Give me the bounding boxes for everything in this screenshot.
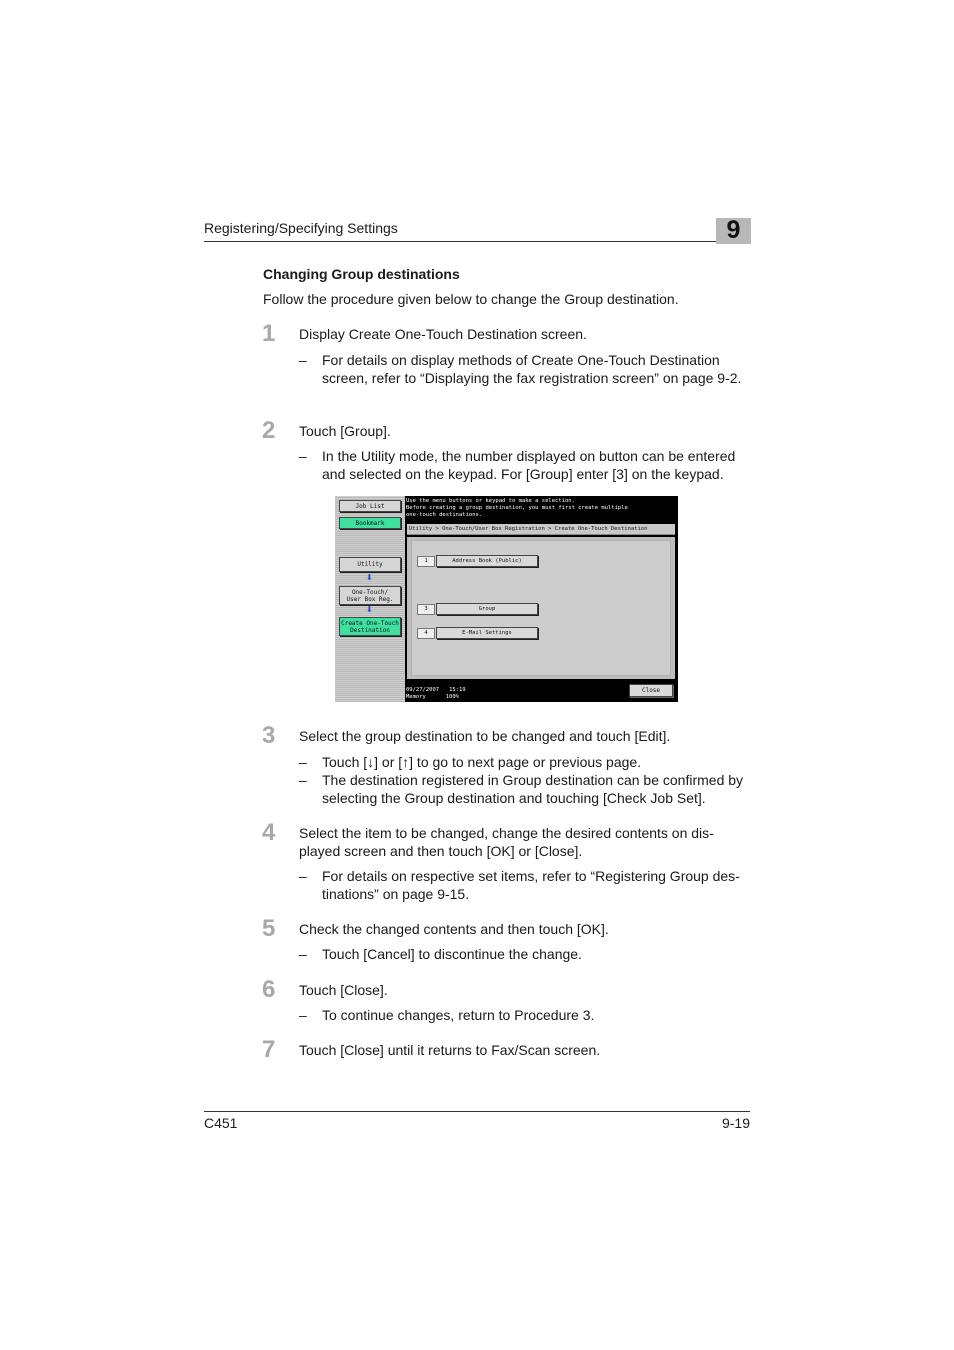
step-number: 4 bbox=[262, 819, 276, 846]
step-note-text: Touch [↓] or [↑] to go to next page or previous page. bbox=[322, 754, 642, 770]
status-memory-percent: 100% bbox=[445, 694, 459, 700]
button-line: Destination bbox=[350, 626, 390, 634]
dash-bullet: – bbox=[299, 754, 307, 770]
dash-bullet: – bbox=[299, 772, 307, 788]
step-number: 3 bbox=[262, 722, 276, 749]
address-book-public-button[interactable]: Address Book (Public) bbox=[436, 555, 538, 567]
step-text: Touch [Close] until it returns to Fax/Scan screen. bbox=[299, 1042, 601, 1058]
dash-bullet: – bbox=[299, 946, 307, 962]
chapter-number: 9 bbox=[726, 216, 741, 244]
one-touch-user-box-button[interactable] bbox=[339, 586, 401, 605]
panel-status-bar bbox=[406, 682, 678, 702]
status-date: 09/27/2007 bbox=[406, 687, 440, 693]
breadcrumb: Utility > One-Touch/User Box Registration > Create One-Touch Destination bbox=[407, 524, 675, 535]
down-arrow-icon: ⬇ bbox=[366, 573, 373, 582]
step-number: 6 bbox=[262, 976, 276, 1003]
message-line: one-touch destinations. bbox=[406, 512, 483, 518]
menu-number: 1 bbox=[417, 556, 435, 567]
step-number: 2 bbox=[262, 417, 276, 444]
step-text: Select the item to be changed, change the desired contents on dis-played screen and then touch [OK] or [Close]. bbox=[299, 825, 714, 859]
step-text: Display Create One-Touch Destination screen. bbox=[299, 326, 587, 342]
section-title: Changing Group destinations bbox=[263, 266, 460, 282]
button-line: One-Touch/ bbox=[351, 588, 389, 596]
email-settings-button[interactable]: E-Mail Settings bbox=[436, 627, 538, 639]
button-line: Create One-Touch bbox=[341, 619, 399, 627]
footer-rule bbox=[204, 1111, 750, 1112]
step-text: Check the changed contents and then touch [OK]. bbox=[299, 921, 609, 937]
job-list-button[interactable]: Job List bbox=[339, 500, 401, 512]
menu-number: 3 bbox=[417, 604, 435, 615]
dash-bullet: – bbox=[299, 352, 307, 368]
step-text: Select the group destination to be changed and touch [Edit]. bbox=[299, 728, 671, 744]
status-memory-label: Memory bbox=[406, 694, 426, 700]
step-note-text: In the Utility mode, the number displayed on button can be entered and selected on the keypad. For [Group] enter [3] on the keypad. bbox=[322, 448, 736, 482]
step-note-text: To continue changes, return to Procedure 3. bbox=[322, 1007, 595, 1023]
status-readout bbox=[406, 687, 466, 701]
section-intro: Follow the procedure given below to change the Group destination. bbox=[263, 291, 679, 307]
dash-bullet: – bbox=[299, 868, 307, 884]
down-arrow-icon: ⬇ bbox=[366, 605, 373, 614]
step-note-text: Touch [Cancel] to discontinue the change. bbox=[322, 946, 582, 962]
close-button[interactable]: Close bbox=[629, 684, 673, 697]
dash-bullet: – bbox=[299, 448, 307, 464]
step-text: Touch [Group]. bbox=[299, 423, 391, 439]
create-one-touch-button[interactable] bbox=[339, 617, 401, 636]
group-button[interactable]: Group bbox=[436, 603, 538, 615]
menu-number: 4 bbox=[417, 628, 435, 639]
step-text: Touch [Close]. bbox=[299, 982, 388, 998]
page-number: 9-19 bbox=[721, 1115, 750, 1131]
step-note-text: The destination registered in Group destination can be confirmed by selecting the Group destination and touching [Check Job Set]. bbox=[322, 772, 744, 806]
menu-area bbox=[411, 540, 671, 676]
step-note-text: For details on display methods of Create One-Touch Destination screen, refer to “Displaying the fax registration screen” on page 9-2. bbox=[322, 352, 742, 386]
button-line: User Box Reg. bbox=[346, 595, 394, 603]
message-line: Use the menu buttons or keypad to make a selection. bbox=[406, 498, 575, 504]
panel-content bbox=[407, 537, 675, 679]
message-line: Before creating a group destination, you must first create multiple bbox=[406, 505, 628, 511]
footer-model: C451 bbox=[204, 1115, 238, 1131]
bookmark-button[interactable]: Bookmark bbox=[339, 517, 401, 529]
step-note-text: For details on respective set items, refer to “Registering Group des-tinations” on page 9-15. bbox=[322, 868, 740, 902]
utility-button[interactable]: Utility bbox=[339, 557, 401, 572]
panel-message bbox=[406, 498, 676, 519]
dash-bullet: – bbox=[299, 1007, 307, 1023]
running-header: Registering/Specifying Settings bbox=[204, 220, 398, 236]
header-rule bbox=[204, 241, 750, 242]
step-number: 5 bbox=[262, 915, 276, 942]
step-number: 7 bbox=[262, 1036, 276, 1063]
step-number: 1 bbox=[262, 320, 276, 347]
status-time: 15:19 bbox=[449, 687, 466, 693]
panel-sidebar bbox=[335, 496, 405, 702]
control-panel-screenshot bbox=[335, 496, 678, 702]
